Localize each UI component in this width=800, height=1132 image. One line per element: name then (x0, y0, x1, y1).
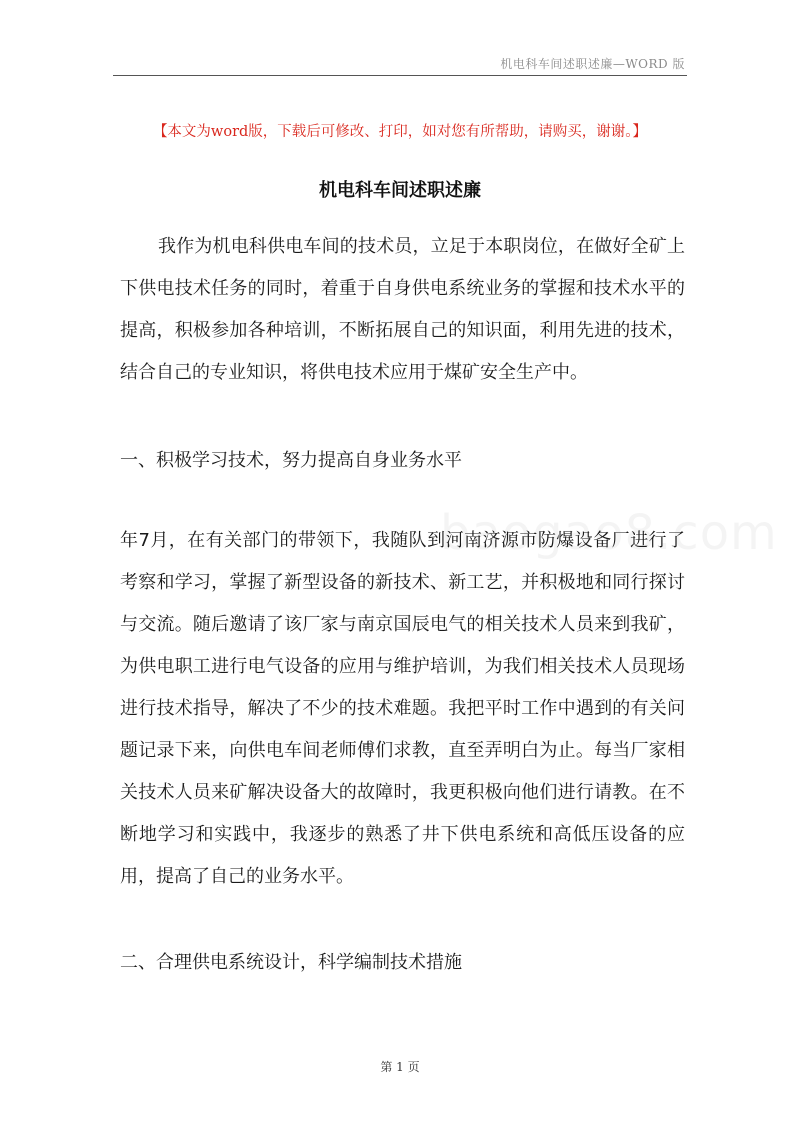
purchase-notice: 【本文为word版，下载后可修改、打印，如对您有所帮助，请购买，谢谢。】 (152, 124, 648, 140)
intro-paragraph: 我作为机电科供电车间的技术员，立足于本职岗位，在做好全矿上下供电技术任务的同时，着重于自身供电系统业务的掌握和技术水平的提高，积极参加各种培训，不断拓展自己的知识面，利用先进的技术，结合自己的专业知识，将供电技术应用于煤矿安全生产中。 (120, 236, 685, 383)
running-header: 机电科车间述职述廉—WORD 版 (500, 57, 685, 71)
page-number: 第 1 页 (380, 1060, 420, 1074)
section-1-paragraph: 年7月，在有关部门的带领下，我随队到河南济源市防爆设备厂进行了考察和学习，掌握了新型设备的新技术、新工艺，并积极地和同行探讨与交流。随后邀请了该厂家与南京国辰电气的相关技术人员来到我矿，为供电职工进行电气设备的应用与维护培训，为我们相关技术人员现场进行技术指导，解决了不少的技术难题。我把平时工作中遇到的有关问题记录下来，向供电车间老师傅们求教，直至弄明白为止。每当厂家相关技术人员来矿解决设备大的故障时，我更积极向他们进行请教。在不断地学习和实践中，我逐步的熟悉了井下供电系统和高低压设备的应用，提高了自己的业务水平。 (120, 530, 685, 887)
section-heading-1: 一、积极学习技术，努力提高自身业务水平 (120, 450, 462, 471)
document-title: 机电科车间述职述廉 (319, 180, 481, 201)
section-heading-2: 二、合理供电系统设计，科学编制技术措施 (120, 952, 462, 973)
header-divider (113, 75, 687, 76)
